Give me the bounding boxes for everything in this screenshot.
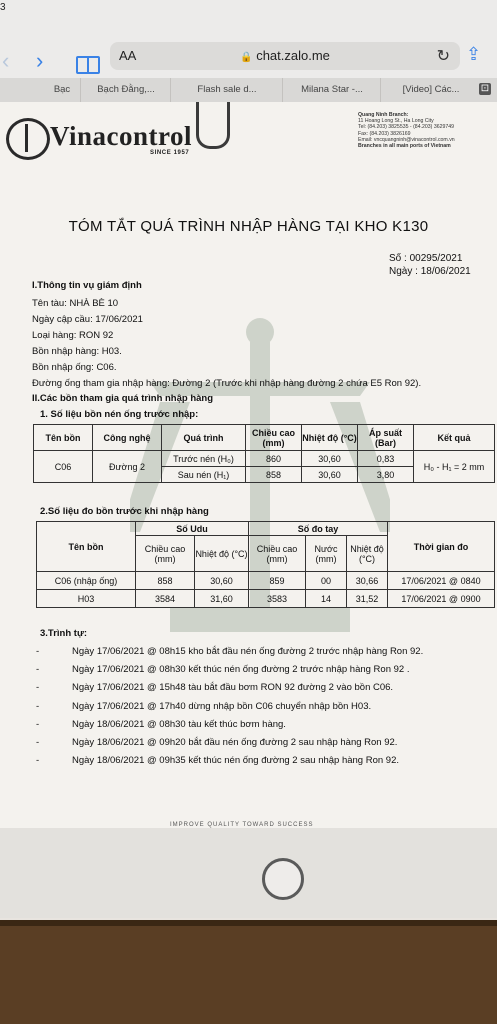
table-measurement — [36, 521, 495, 608]
subsection-2-heading: 2.Số liệu đo bồn trước khi nhập hàng — [40, 506, 209, 517]
ngay-label: Ngày — [389, 266, 413, 277]
tab-item[interactable]: Bạc — [53, 84, 71, 95]
table-header: Nước (mm) — [306, 536, 347, 572]
logo-since: SINCE 1957 — [150, 150, 190, 156]
logo-emblem-icon — [6, 118, 50, 160]
home-button[interactable] — [262, 858, 304, 900]
share-icon[interactable]: ⇪ — [466, 44, 482, 64]
table-header: Chiều cao (mm) — [249, 536, 306, 572]
table-cell: 860 — [246, 451, 302, 467]
footer-slogan: IMPROVE QUALITY TOWARD SUCCESS — [170, 822, 314, 828]
tank-pipe: Bồn nhập ống: C06. — [32, 362, 117, 373]
table-header: Thời gian đo — [388, 522, 495, 572]
tab-item[interactable]: Milana Star -... — [282, 78, 381, 102]
table-row — [37, 572, 495, 590]
lock-icon: 🔒 — [240, 52, 253, 63]
table-cell: 3584 — [136, 590, 195, 608]
table-cell: 00 — [306, 572, 347, 590]
table-header: Quá trình — [162, 425, 246, 451]
table-cell: C06 (nhập ống) — [37, 572, 136, 590]
table-cell: 31,60 — [195, 590, 249, 608]
table-cell: 3,80 — [358, 467, 414, 483]
tab-item[interactable]: Bạch Đằng,... — [80, 78, 171, 102]
desk-surface — [0, 920, 497, 1024]
cargo-type: Loại hàng: RON 92 — [32, 330, 114, 341]
address-bar[interactable] — [110, 42, 460, 70]
table-header: Số đo tay — [249, 522, 388, 536]
table-header: Áp suất (Bar) — [358, 425, 414, 451]
table-header: Kết quả — [414, 425, 495, 451]
ship-name: Tên tàu: NHÀ BÈ 10 — [32, 298, 119, 309]
table-header: Nhiệt độ (°C) — [195, 536, 249, 572]
document-number — [389, 252, 471, 278]
subsection-1-heading: 1. Số liệu bồn nén ống trước nhập: — [40, 409, 199, 420]
url-text: chat.zalo.me — [256, 48, 330, 63]
arrival-date: Ngày cập cầu: 17/06/2021 — [32, 314, 143, 325]
table-header: Nhiệt độ (°C) — [302, 425, 358, 451]
table-cell: Trước nén (H₀) — [162, 451, 246, 467]
table-header: Công nghệ — [93, 425, 162, 451]
branch-email: Email: vncquangninh@vinacontrol.com.vn — [358, 136, 455, 143]
vinacontrol-logo — [6, 118, 206, 158]
reload-icon[interactable]: ↻ — [436, 48, 450, 65]
section-2-heading: II.Các bồn tham gia quá trình nhập hàng — [32, 393, 214, 404]
table-header: Số Udu — [136, 522, 249, 536]
branch-ports: Branches in all main ports of Vietnam — [358, 143, 451, 150]
table-cell: 30,60 — [302, 451, 358, 467]
document-page: Vinacontrol SINCE 1957 Quang Ninh Branch: 11 Hoang Long St., Ha Long City Tel: (84.203) 3825535 - (84.203) 3629749 Fax: (84.203) 3826169 Email: vncquangninh@vinacontrol.com.vn Branches in all main ports of Vietnam TÓM TẮT QUÁ TRÌNH NHẬP HÀNG TẠI KHO K130 Số : 00295/2021 Ngày : 18/06/2021 I.Thông tin vụ giám định Tên tàu: NHÀ BÈ 10 Ngày cập cầu: 17/06/2021 Loại hàng: RON 92 Bồn nhập hàng: H03. Bồn nhập ống: C06. Đường ống tham gia nhập hàng: Đường 2 (Trước khi nhập hàng đường 2 chứa E5 Ron 92). II.Các bồn tham gia quá trình nhập hàng 1. Số liệu bồn nén ống trước nhập: Tên bồn Công nghệ Quá trình Chiều cao (mm) Nhiệt độ (°C) Áp suất (Bar) Kết quả C06 Đường 2 Trước nén (H₀) 860 30,60 0,83 H₀ - H₁ = 2 mm Sau nén (H₁) 858 30,60 3,80 2.Số liệu đo bồn trước khi nhập hàng Tên bồn Số Udu Số đo tay Thời gian đo Chiều cao (mm) Nhiệt độ (°C) Chiều cao (mm) Nước (mm) Nhiệt độ (°C) C06 (nhập ống) 858 30,60 859 00 30,66 17/06/2021 @ 0840 H03 3584 31,60 3583 14 31,52 17/06/2021 @ 0900 3.Trình tự: - Ngày 17/06/2021 @ 08h15 kho bắt đầu nén ống đường 2 trước nhập hàng Ron 92. - Ngày 17/06/2021 @ 08h30 kết thúc nén ống đường 2 trước nhập hàng Ron 92 . - Ngày 17/06/2021 @ 15h48 tàu bắt đầu bơm RON 92 đường 2 vào bồn C06. - Ngày 17/06/2021 @ 17h40 dừng nhập bồn C06 chuyển nhập bồn H03. - Ngày 18/06/2021 @ 08h30 tàu kết thúc bơm hàng. - Ngày 18/06/2021 @ 09h20 bắt đầu nén ống đường 2 sau nhập hàng Ron 92. - Ngày 18/06/2021 @ 09h35 kết thúc nén ống đường 2 sau nhập hàng Ron 92. IMPROVE QUALITY TOWARD SUCCESS — [0, 102, 497, 830]
branch-title: Quang Ninh Branch: — [358, 112, 409, 118]
table-cell: 30,60 — [195, 572, 249, 590]
table-cell: Sau nén (H₁) — [162, 467, 246, 483]
bookmarks-icon[interactable] — [76, 56, 100, 74]
back-icon[interactable]: ‹ — [2, 48, 10, 73]
document-title: TÓM TẮT QUÁ TRÌNH NHẬP HÀNG TẠI KHO K130 — [68, 218, 429, 235]
so-label: Số — [389, 253, 402, 264]
text-size-button[interactable]: AA — [119, 48, 137, 63]
status-time: 3 — [0, 2, 6, 13]
table-cell: 17/06/2021 @ 0900 — [388, 590, 495, 608]
table-cell: 30,60 — [302, 467, 358, 483]
forward-icon[interactable]: › — [36, 48, 44, 73]
table-cell: 30,66 — [347, 572, 388, 590]
table-row — [37, 590, 495, 608]
branch-info — [358, 112, 497, 149]
ngay-value: : 18/06/2021 — [415, 266, 471, 277]
tab-overview-icon[interactable]: ⊡ — [480, 83, 490, 94]
table-cell: 3583 — [249, 590, 306, 608]
table-cell: 859 — [249, 572, 306, 590]
table-header: Tên bồn — [34, 425, 93, 451]
table-cell: C06 — [34, 451, 93, 483]
table-cell: H₀ - H₁ = 2 mm — [414, 451, 495, 483]
tab-item[interactable]: Flash sale d... — [170, 78, 283, 102]
table-cell: 0,83 — [358, 451, 414, 467]
logo-text: Vinacontrol — [50, 121, 193, 151]
table-header: Chiều cao (mm) — [246, 425, 302, 451]
branch-address: 11 Hoang Long St., Ha Long City — [358, 118, 434, 125]
branch-tel: Tel: (84.203) 3825535 - (84.203) 3629749 — [358, 124, 455, 131]
table-cell: 858 — [246, 467, 302, 483]
table-compression — [33, 424, 495, 483]
table-cell: 17/06/2021 @ 0840 — [388, 572, 495, 590]
pipeline-info: Đường ống tham gia nhập hàng: Đường 2 (Trước khi nhập hàng đường 2 chứa E5 Ron 92). — [32, 378, 422, 389]
tab-item[interactable]: [Video] Các... — [380, 78, 481, 102]
table-header: Chiều cao (mm) — [136, 536, 195, 572]
browser-toolbar — [0, 20, 497, 78]
status-bar — [0, 0, 497, 20]
section-1-heading: I.Thông tin vụ giám định — [32, 280, 142, 291]
table-cell: 14 — [306, 590, 347, 608]
table-cell: 858 — [136, 572, 195, 590]
table-cell: Đường 2 — [93, 451, 162, 483]
table-cell: H03 — [37, 590, 136, 608]
device-bezel — [0, 828, 497, 918]
tank-in: Bồn nhập hàng: H03. — [32, 346, 122, 357]
table-header: Tên bồn — [37, 522, 136, 572]
paper-clip-icon — [196, 102, 230, 149]
so-value: : 00295/2021 — [404, 253, 463, 264]
subsection-3-heading: 3.Trình tự: — [40, 628, 87, 639]
table-header: Nhiệt độ (°C) — [347, 536, 388, 572]
table-cell: 31,52 — [347, 590, 388, 608]
branch-fax: Fax: (84.203) 3826169 — [358, 130, 411, 137]
tab-bar — [0, 78, 497, 103]
